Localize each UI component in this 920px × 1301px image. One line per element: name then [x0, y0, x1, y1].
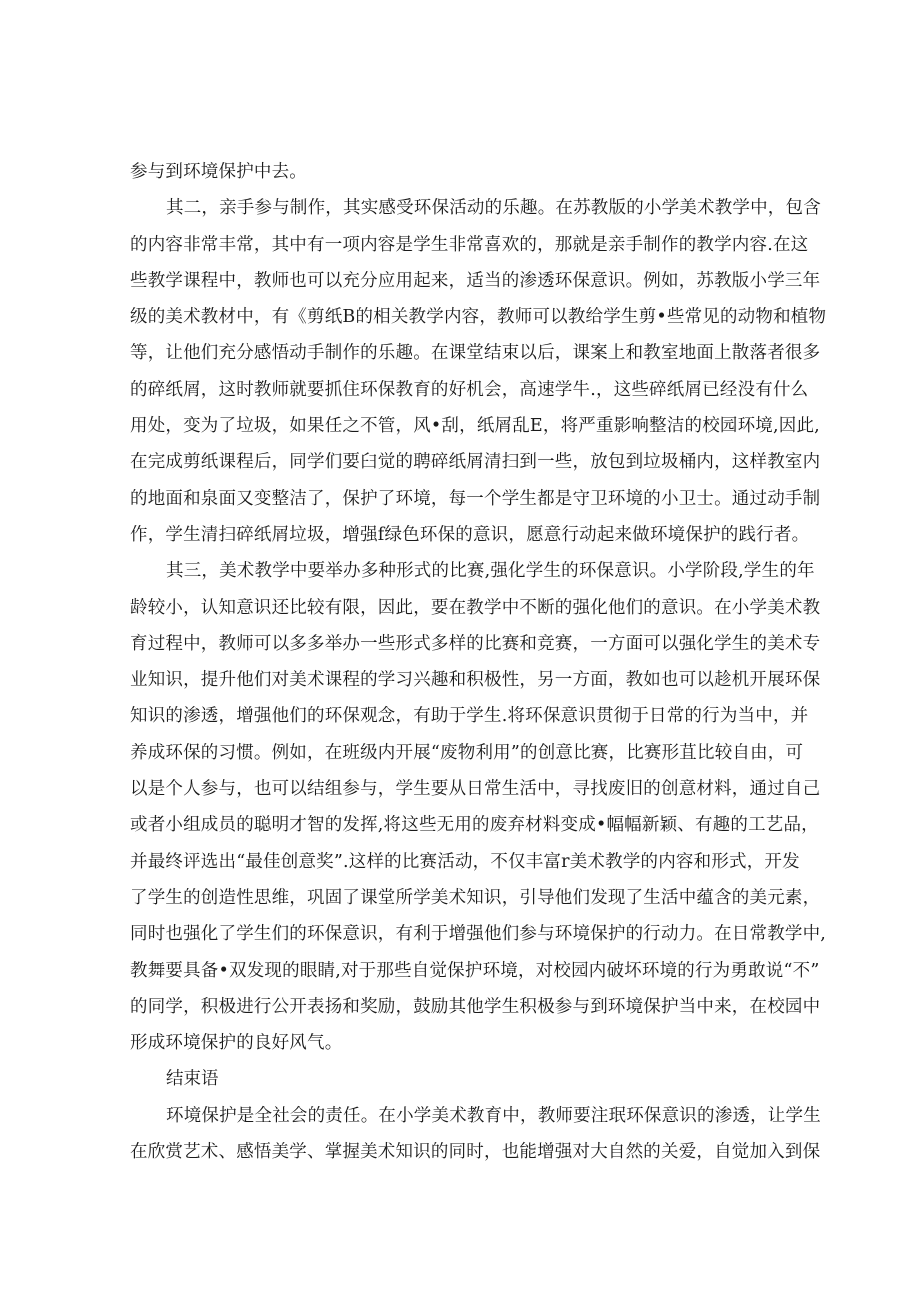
- text-line: 或者小组成员的聪明才智的发挥,将这些无用的废弃材料变成•幅幅新颖、有趣的工艺品，: [130, 815, 819, 836]
- text-line: 育过程中，教师可以多多举办一些形式多样的比赛和竞赛，一方面可以强化学生的美术专: [130, 633, 821, 654]
- text-line: 并最终评选出“最佳创意奖”.这样的比赛活动，不仅丰富r美术教学的内容和形式，开发: [130, 851, 800, 872]
- paragraph-p0: [130, 154, 792, 190]
- document-body: [130, 154, 827, 1170]
- text-line: 在完成剪纸课程后，同学们要臼觉的聘碎纸屑清扫到一些，放包到垃圾桶内，这样教室内: [130, 452, 821, 473]
- text-line: 些教学课程中，教师也可以充分应用起来，适当的渗透环保意识。例如，苏教版小学三年: [130, 270, 821, 291]
- text-line: 级的美术教材中，有《剪纸B的相关教学内容，教师可以教给学生剪•些常见的动物和植物: [130, 307, 827, 328]
- text-line: 知识的渗透，增强他们的环保观念，有助于学生.将环保意识贯彻于日常的行为当中，并: [130, 706, 809, 727]
- text-line: 的内容非常丰常，其中有一项内容是学生非常喜欢的，那就是亲手制作的教学内容.在这: [130, 234, 809, 255]
- text-line: 其二，亲手参与制作，其实感受环保活动的乐趣。在苏教版的小学美术教学中，包含: [166, 198, 821, 219]
- text-line: 了学生的创造性思维，巩固了课堂所学美术知识，引导他们发现了生活中蕴含的美元素，: [130, 887, 821, 908]
- text-line: 业知识，提升他们对美术课程的学习兴趣和积极性，另一方面，教如也可以趁机开展环保: [130, 670, 821, 691]
- text-line: 教舞要具备•双发现的眼睛,对于那些自觉保护环境，对校园内破坏环境的行为勇敢说“不”: [130, 960, 820, 981]
- section-heading: 结束语: [166, 1069, 219, 1090]
- text-line: 环境保护是全社会的责任。在小学美术教育中，教师要注珉环保意识的渗透，让学生: [166, 1105, 821, 1126]
- text-line: 参与到环境保护中去。: [130, 162, 307, 182]
- text-line: 龄较小，认知意识还比较有限，因此，要在教学中不断的强化他们的意识。在小学美术教: [130, 597, 821, 618]
- text-line: 同时也强化了学生们的环保意识，有利于增强他们参与环境保护的行动力。在日常教学中,: [130, 924, 827, 945]
- paragraph-p3: [130, 1098, 821, 1171]
- document-page: [130, 154, 827, 1170]
- text-line: 的碎纸屑，这时教师就要抓住环保教育的好机会，高速学牛.，这些碎纸屑已经没有什么: [130, 379, 809, 400]
- text-line: 养成环保的习惯。例如，在班级内开展“废物利用”的创意比赛，比赛形苴比较自由，可: [130, 742, 804, 763]
- text-line: 以是个人参与，也可以结组参与，学生要从日常生活中，寻找废旧的创意材料，通过自己: [130, 779, 821, 800]
- text-line: 作，学生清扫碎纸屑垃圾，增强f绿色环保的意识，愿意行动起来做环境保护的践行者。: [130, 524, 810, 545]
- text-line: 用处，变为了垃圾，如果任之不管，风•刮，纸屑乱E，将严重影响整洁的校园环境,因此,: [130, 416, 820, 437]
- paragraph-p2: [130, 553, 827, 1061]
- text-line: 的同学，积极进行公开表扬和奖励，鼓励其他学生积极参与到环境保护当中来，在校园中: [130, 996, 821, 1017]
- text-line: 等，让他们充分感悟动手制作的乐趣。在课堂结束以后，课案上和教室地面上散落者很多: [130, 343, 821, 364]
- text-line: 的地面和泉面又变整洁了，保护了环境，每一个学生都是守卫环境的小卫士。通过动手制: [130, 488, 821, 509]
- text-line: 其三，美术教学中要举办多种形式的比赛,强化学生的环保意识。小学阶段,学生的年: [166, 561, 815, 582]
- text-line: 形成环境保护的良好风气。: [130, 1033, 343, 1054]
- text-line: 在欣赏艺术、感悟美学、掌握美术知识的同时，也能增强对大自然的关爱，自觉加入到保: [130, 1142, 821, 1163]
- paragraph-p1: [130, 190, 827, 553]
